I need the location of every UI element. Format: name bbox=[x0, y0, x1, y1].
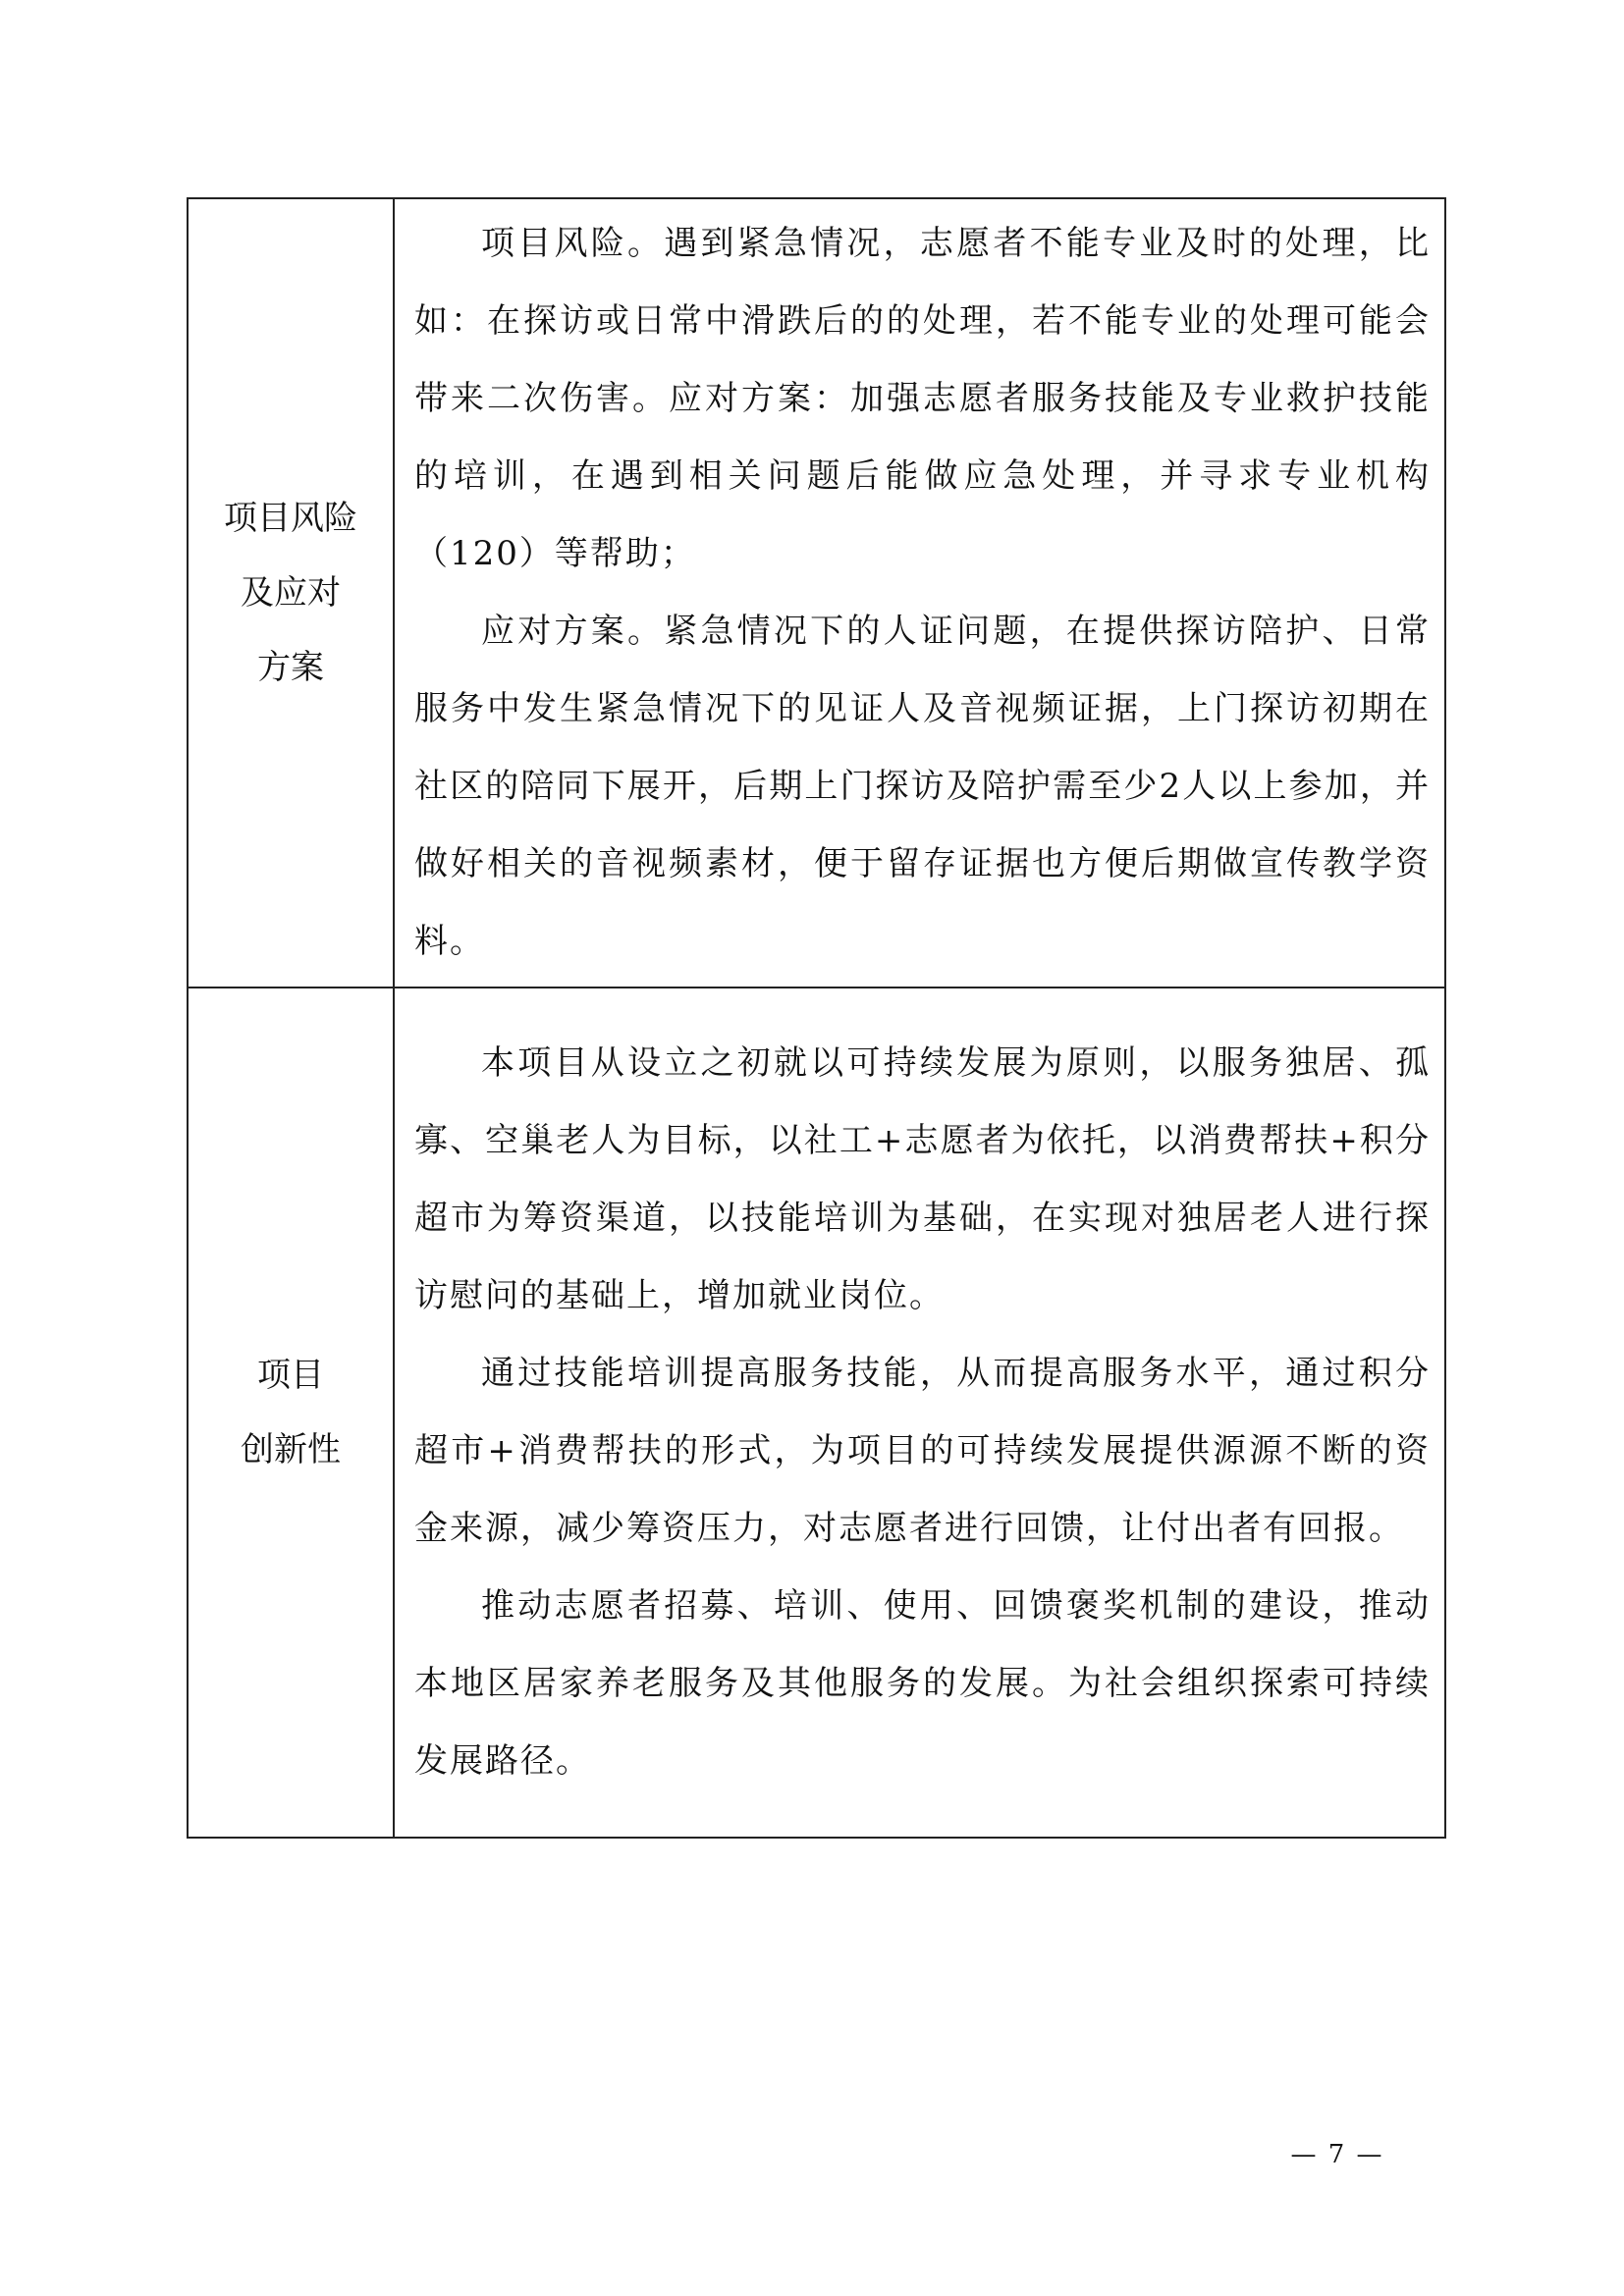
row-label-cell bbox=[188, 988, 394, 1838]
paragraph: 项目风险。遇到紧急情况，志愿者不能专业及时的处理，比如：在探访或日常中滑跌后的的处理，若不能专业的处理可能会带来二次伤害。应对方案：加强志愿者服务技能及专业救护技能的培训，在遇到相关问题后能做应急处理，并寻求专业机构（120）等帮助； bbox=[414, 224, 1431, 573]
project-info-table bbox=[187, 197, 1446, 1839]
row-label-line: 及应对 bbox=[241, 573, 341, 613]
paragraph: 推动志愿者招募、培训、使用、回馈褒奖机制的建设，推动本地区居家养老服务及其他服务的发展。为社会组织探索可持续发展路径。 bbox=[414, 1586, 1431, 1781]
row-label-line: 项目风险 bbox=[224, 499, 357, 538]
row-content-cell bbox=[394, 988, 1445, 1838]
table-row-risk bbox=[188, 198, 1445, 988]
row-label-line: 项目 bbox=[257, 1356, 324, 1395]
paragraph: 本项目从设立之初就以可持续发展为原则，以服务独居、孤寡、空巢老人为目标，以社工+志愿者为依托，以消费帮扶+积分超市为筹资渠道，以技能培训为基础，在实现对独居老人进行探访慰问的基础上，增加就业岗位。 bbox=[414, 1043, 1431, 1315]
row-label-line: 创新性 bbox=[241, 1430, 341, 1469]
page-number: — 7 — bbox=[1290, 2140, 1384, 2169]
row-content-cell bbox=[394, 198, 1445, 988]
row-label-cell bbox=[188, 198, 394, 988]
paragraph: 应对方案。紧急情况下的人证问题，在提供探访陪护、日常服务中发生紧急情况下的见证人及音视频证据，上门探访初期在社区的陪同下展开，后期上门探访及陪护需至少2人以上参加，并做好相关的音视频素材，便于留存证据也方便后期做宣传教学资料。 bbox=[414, 612, 1431, 961]
table-row-innovation bbox=[188, 988, 1445, 1838]
paragraph: 通过技能培训提高服务技能，从而提高服务水平，通过积分超市+消费帮扶的形式，为项目的可持续发展提供源源不断的资金来源，减少筹资压力，对志愿者进行回馈，让付出者有回报。 bbox=[414, 1354, 1431, 1548]
row-label-line: 方案 bbox=[257, 648, 324, 687]
